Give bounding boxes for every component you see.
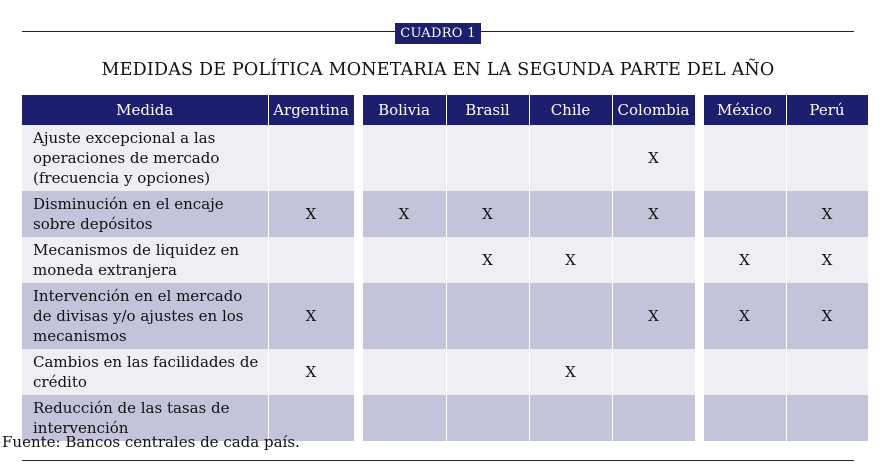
mark-cell: X	[446, 237, 529, 283]
mark-cell	[362, 237, 446, 283]
mark-cell: X	[362, 191, 446, 237]
column-gap	[354, 237, 362, 283]
mark-cell	[362, 395, 446, 441]
column-header-mexico: México	[703, 95, 786, 125]
mark-cell	[446, 395, 529, 441]
row-label: Intervención en el mercado de divisas y/o ajustes en los mecanismos	[22, 283, 268, 349]
mark-cell: X	[268, 349, 354, 395]
mark-cell: X	[786, 283, 868, 349]
column-header-medida: Medida	[22, 95, 268, 125]
row-label: Disminución en el encaje sobre depósitos	[22, 191, 268, 237]
column-gap	[354, 395, 362, 441]
column-gap	[354, 349, 362, 395]
table-header-row	[22, 95, 868, 125]
mark-cell	[529, 283, 612, 349]
table-row	[22, 349, 868, 395]
mark-cell	[612, 349, 695, 395]
column-gap	[695, 95, 703, 125]
table-title: MEDIDAS DE POLÍTICA MONETARIA EN LA SEGUNDA PARTE DEL AÑO	[101, 60, 775, 80]
row-label: Reducción de las tasas de intervención	[22, 395, 268, 441]
mark-cell	[786, 125, 868, 191]
table-row	[22, 237, 868, 283]
bottom-rule	[22, 460, 854, 461]
table-row	[22, 191, 868, 237]
mark-cell	[786, 395, 868, 441]
mark-cell	[703, 349, 786, 395]
mark-cell	[446, 283, 529, 349]
mark-cell	[703, 125, 786, 191]
mark-cell	[786, 349, 868, 395]
mark-cell	[529, 395, 612, 441]
column-gap	[695, 125, 703, 191]
column-gap	[354, 283, 362, 349]
mark-cell	[612, 237, 695, 283]
mark-cell: X	[786, 191, 868, 237]
mark-cell	[529, 191, 612, 237]
mark-cell	[268, 237, 354, 283]
column-header-colombia: Colombia	[612, 95, 695, 125]
mark-cell	[703, 191, 786, 237]
row-label: Mecanismos de liquidez en moneda extranjera	[22, 237, 268, 283]
table-number-badge: CUADRO 1	[395, 23, 481, 44]
mark-cell	[446, 125, 529, 191]
column-gap	[695, 349, 703, 395]
mark-cell	[268, 125, 354, 191]
column-header-argentina: Argentina	[268, 95, 354, 125]
mark-cell: X	[786, 237, 868, 283]
mark-cell: X	[703, 283, 786, 349]
mark-cell: X	[612, 191, 695, 237]
mark-cell: X	[612, 125, 695, 191]
column-gap	[695, 237, 703, 283]
column-gap	[354, 191, 362, 237]
mark-cell	[362, 283, 446, 349]
column-gap	[695, 283, 703, 349]
mark-cell	[703, 395, 786, 441]
mark-cell: X	[446, 191, 529, 237]
mark-cell	[446, 349, 529, 395]
mark-cell: X	[703, 237, 786, 283]
row-label: Cambios en las facilidades de crédito	[22, 349, 268, 395]
mark-cell	[362, 349, 446, 395]
column-gap	[695, 395, 703, 441]
mark-cell	[612, 395, 695, 441]
column-header-brasil: Brasil	[446, 95, 529, 125]
mark-cell	[529, 125, 612, 191]
policy-measures-table	[22, 95, 869, 441]
mark-cell: X	[268, 191, 354, 237]
mark-cell: X	[529, 349, 612, 395]
mark-cell: X	[529, 237, 612, 283]
column-header-bolivia: Bolivia	[362, 95, 446, 125]
column-gap	[354, 95, 362, 125]
table-row	[22, 125, 868, 191]
row-label: Ajuste excepcional a las operaciones de mercado (frecuencia y opciones)	[22, 125, 268, 191]
mark-cell: X	[612, 283, 695, 349]
column-gap	[695, 191, 703, 237]
mark-cell: X	[268, 283, 354, 349]
column-header-peru: Perú	[786, 95, 868, 125]
column-header-chile: Chile	[529, 95, 612, 125]
table-row	[22, 283, 868, 349]
mark-cell	[362, 125, 446, 191]
column-gap	[354, 125, 362, 191]
source-note: Fuente: Bancos centrales de cada país.	[2, 433, 300, 451]
